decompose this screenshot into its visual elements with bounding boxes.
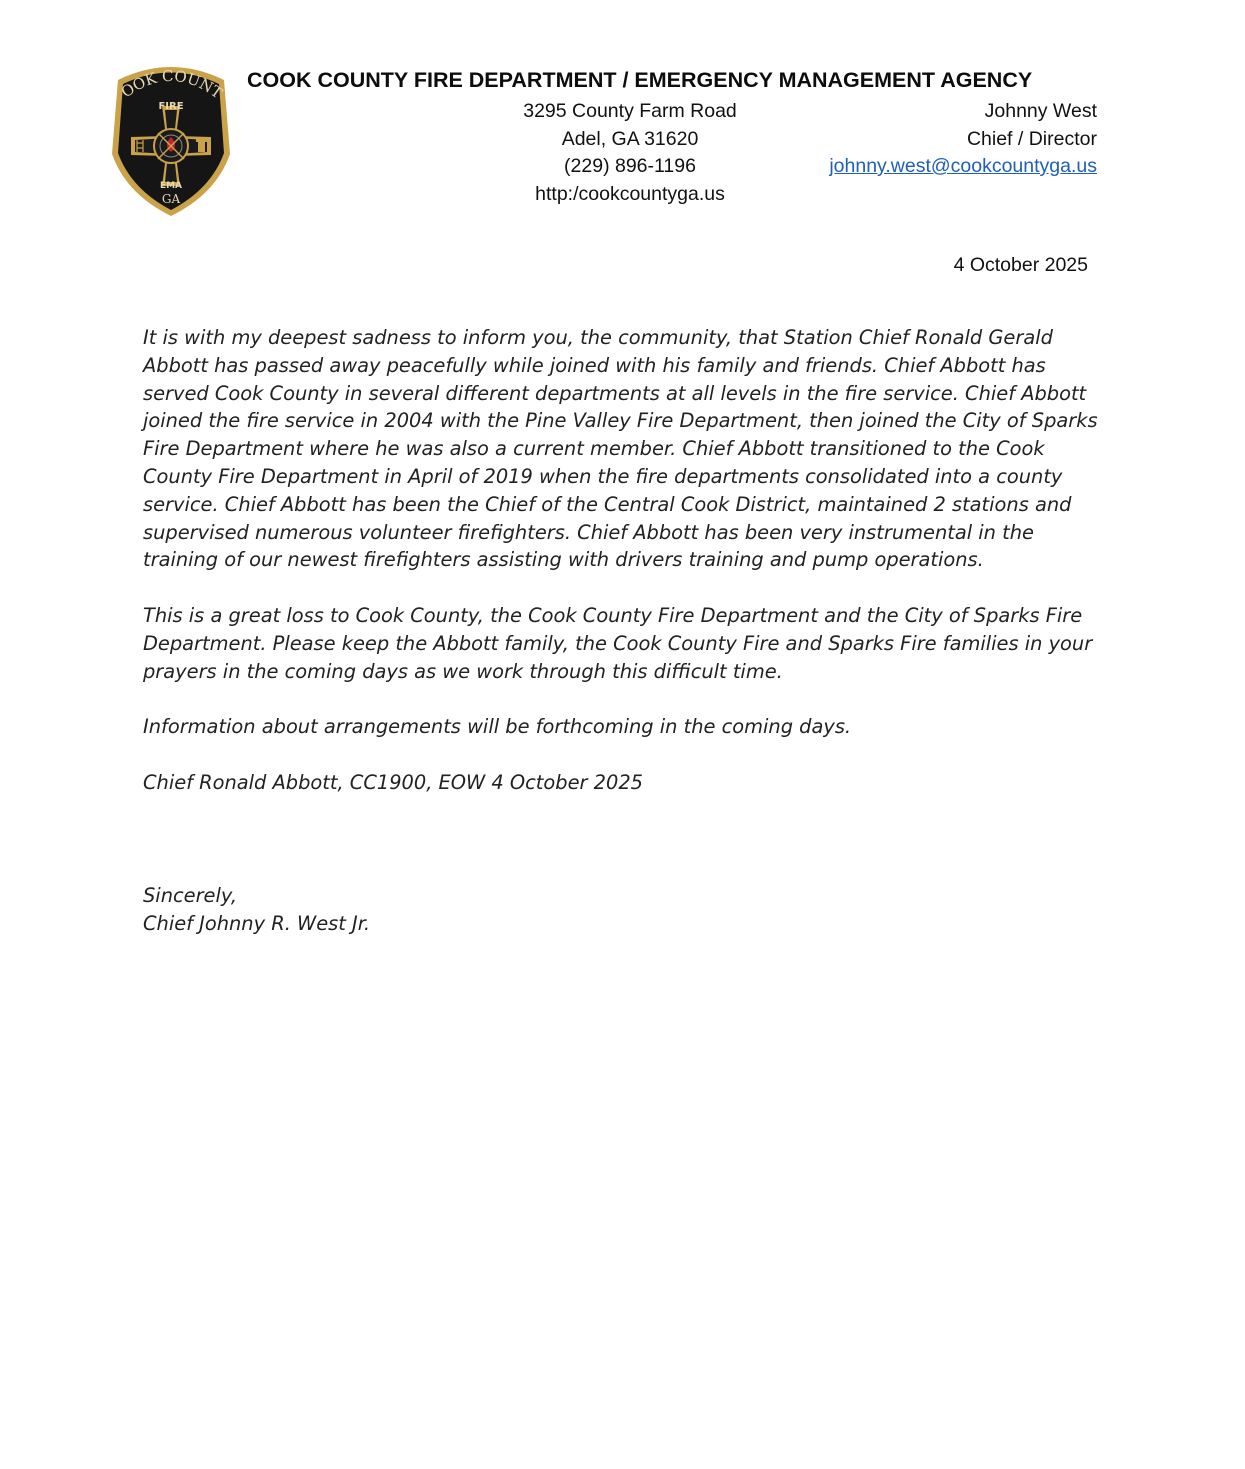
chief-name: Johnny West bbox=[984, 100, 1097, 122]
logo-top-text: OOK COUNT bbox=[117, 66, 226, 103]
address-website: http:/cookcountyga.us bbox=[535, 182, 725, 205]
address-phone: (229) 896-1196 bbox=[564, 155, 696, 177]
letter-paragraph-2: This is a great loss to Cook County, the Cook County Fire Department and the City of Sparks Fire Department. Please keep the Abbott family, the Cook County Fire and Sparks Fire families in your prayers in the coming days as we work through this difficult time. bbox=[143, 603, 1093, 683]
address-street: 3295 County Farm Road bbox=[523, 100, 737, 122]
organization-title: COOK COUNTY FIRE DEPARTMENT / EMERGENCY MANAGEMENT AGENCY bbox=[247, 68, 1033, 92]
logo-ga-text: GA bbox=[161, 192, 181, 206]
chief-email-link[interactable]: johnny.west@cookcountyga.us bbox=[829, 155, 1097, 177]
department-logo bbox=[106, 58, 236, 218]
letter-paragraph-4: Chief Ronald Abbott, CC1900, EOW 4 October 2025 bbox=[143, 770, 643, 794]
letter-paragraph-1: It is with my deepest sadness to inform you, the community, that Station Chief Ronald Gerald Abbott has passed away peacefully while joined with his family and friends. Chief Abbott has served Cook County in several different departments at all levels in the fire service. Chief Abbott joined the fire service in 2004 with the Pine Valley Fire Department, then joined the City of Sparks Fire Department where he was also a current member. Chief Abbott transitioned to the Cook County Fire Department in April of 2019 when the fire departments consolidated into a county service. Chief Abbott has been the Chief of the Central Cook District, maintained 2 stations and supervised numerous volunteer firefighters. Chief Abbott has been very instrumental in the training of our newest firefighters assisting with drivers training and pump operations. bbox=[143, 326, 1098, 572]
letter-closing bbox=[143, 882, 370, 938]
address-block bbox=[500, 98, 760, 208]
letter-date: 4 October 2025 bbox=[953, 254, 1088, 276]
letter-paragraph-3: Information about arrangements will be forthcoming in the coming days. bbox=[143, 715, 852, 739]
closing-salutation: Sincerely, bbox=[143, 884, 237, 907]
letter-body bbox=[143, 324, 1105, 824]
closing-signature: Chief Johnny R. West Jr. bbox=[143, 911, 371, 935]
logo-ema-text: EMA bbox=[159, 181, 183, 191]
chief-title: Chief / Director bbox=[966, 127, 1097, 150]
chief-info-block bbox=[829, 98, 1097, 181]
address-city: Adel, GA 31620 bbox=[561, 127, 699, 150]
logo-fire-text: FIRE bbox=[158, 101, 184, 112]
maltese-cross-badge-icon bbox=[106, 58, 236, 218]
